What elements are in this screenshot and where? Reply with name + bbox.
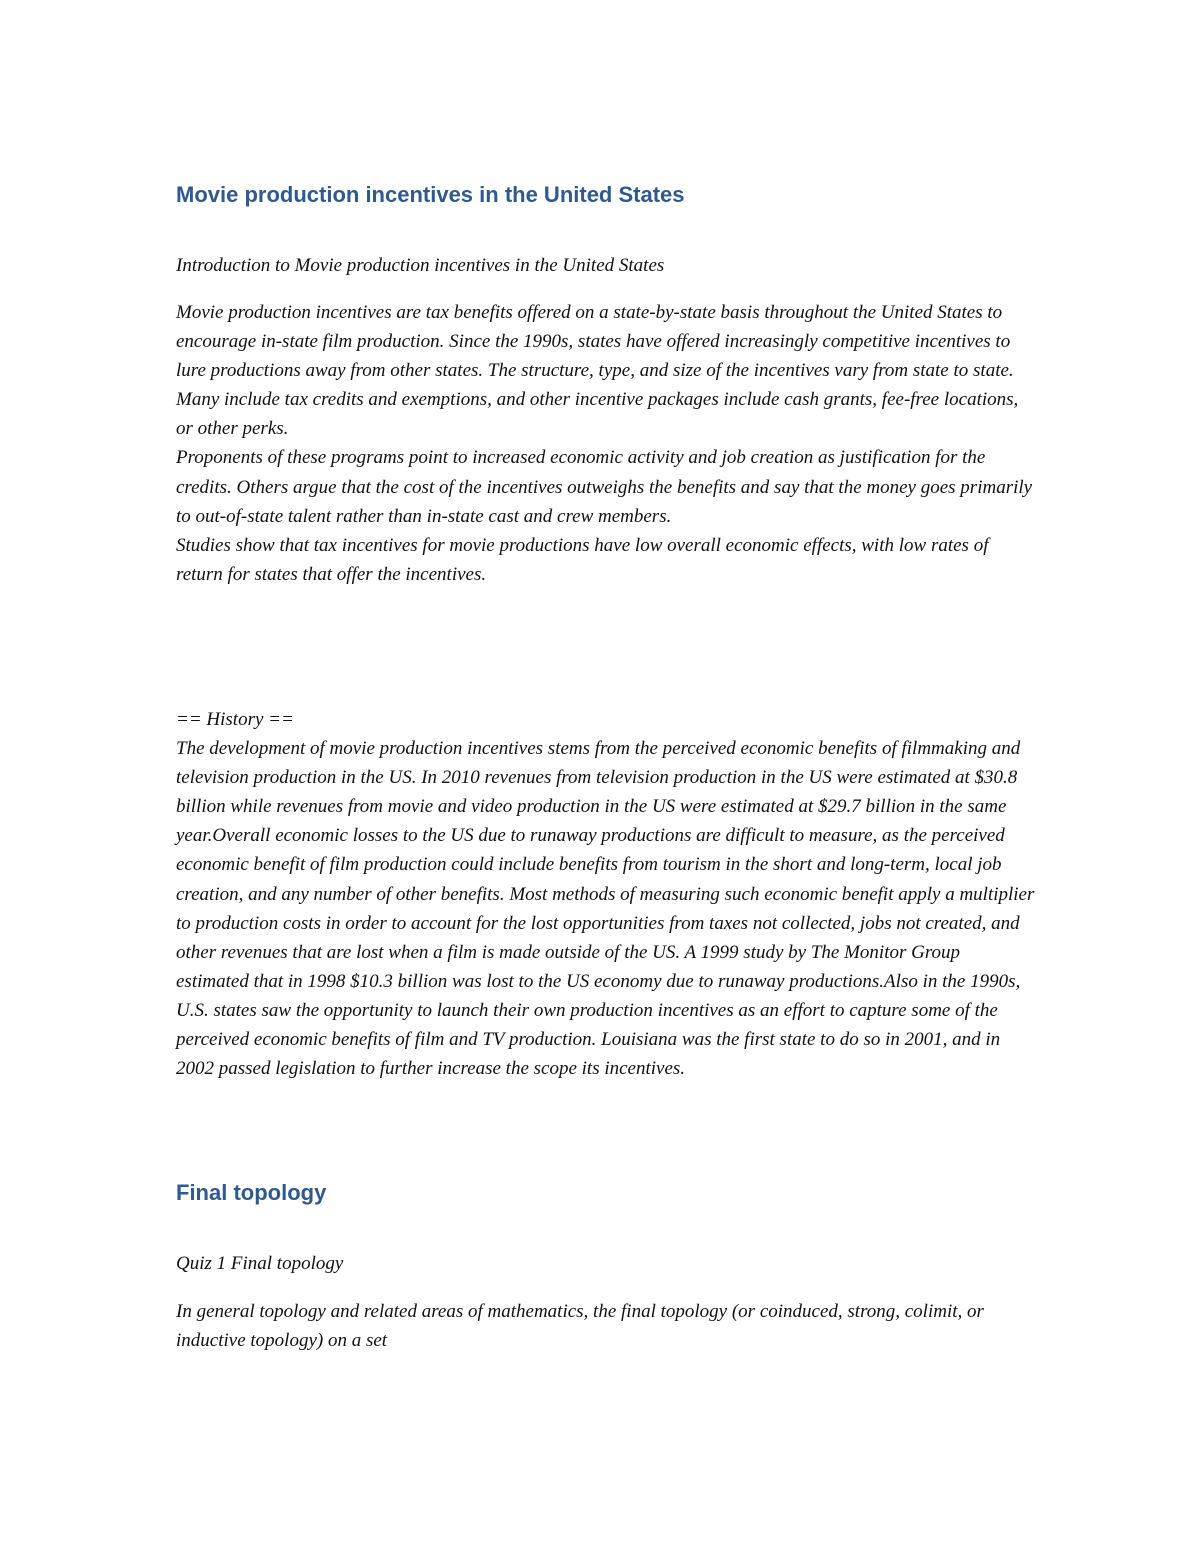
history-section [176, 705, 1036, 1083]
section-title: Movie production incentives in the United States [176, 182, 685, 207]
paragraph: In general topology and related areas of mathematics, the final topology (or coinduced, strong, colimit, or inductive topology) on a set [176, 1301, 984, 1352]
paragraph: Proponents of these programs point to increased economic activity and job creation as justification for the credits. Others argue that the cost of the incentives outweighs the benefits and say that the money goes primarily to out-of-state talent rather than in-state cast and crew members. [176, 447, 1033, 527]
section-subtitle: Introduction to Movie production incentives in the United States [176, 255, 665, 276]
paragraph: The development of movie production incentives stems from the perceived economic benefits of filmmaking and television production in the US. In 2010 revenues from television production in the US were estimated at $30.8 billion while revenues from movie and video production in the US were estimated at $29.7 billion in the same year.Overall economic losses to the US due to runaway productions are difficult to measure, as the perceived economic benefit of film production could include benefits from tourism in the short and long-term, local job creation, and any number of other benefits. Most methods of measuring such economic benefit apply a multiplier to production costs in order to account for the lost opportunities from taxes not collected, jobs not created, and other revenues that are lost when a film is made outside of the US. A 1999 study by The Monitor Group estimated that in 1998 $10.3 billion was lost to the US economy due to runaway productions.Also in the 1990s, U.S. states saw the opportunity to launch their own production incentives as an effort to capture some of the perceived economic benefits of film and TV production. Louisiana was the first state to do so in 2001, and in 2002 passed legislation to further increase the scope its incentives. [176, 738, 1035, 1080]
intro-paragraphs [176, 298, 1036, 589]
paragraph: Movie production incentives are tax benefits offered on a state-by-state basis throughout the United States to encourage in-state film production. Since the 1990s, states have offered increasingly competitive incentives to lure productions away from other states. The structure, type, and size of the incentives vary from state to state. Many include tax credits and exemptions, and other incentive packages include cash grants, fee-free locations, or other perks. [176, 302, 1019, 440]
history-heading: == History == [176, 709, 294, 730]
section-title: Final topology [176, 1180, 327, 1205]
section-subtitle: Quiz 1 Final topology [176, 1253, 344, 1274]
paragraph: Studies show that tax incentives for movie productions have low overall economic effects, with low rates of return for states that offer the incentives. [176, 534, 989, 585]
